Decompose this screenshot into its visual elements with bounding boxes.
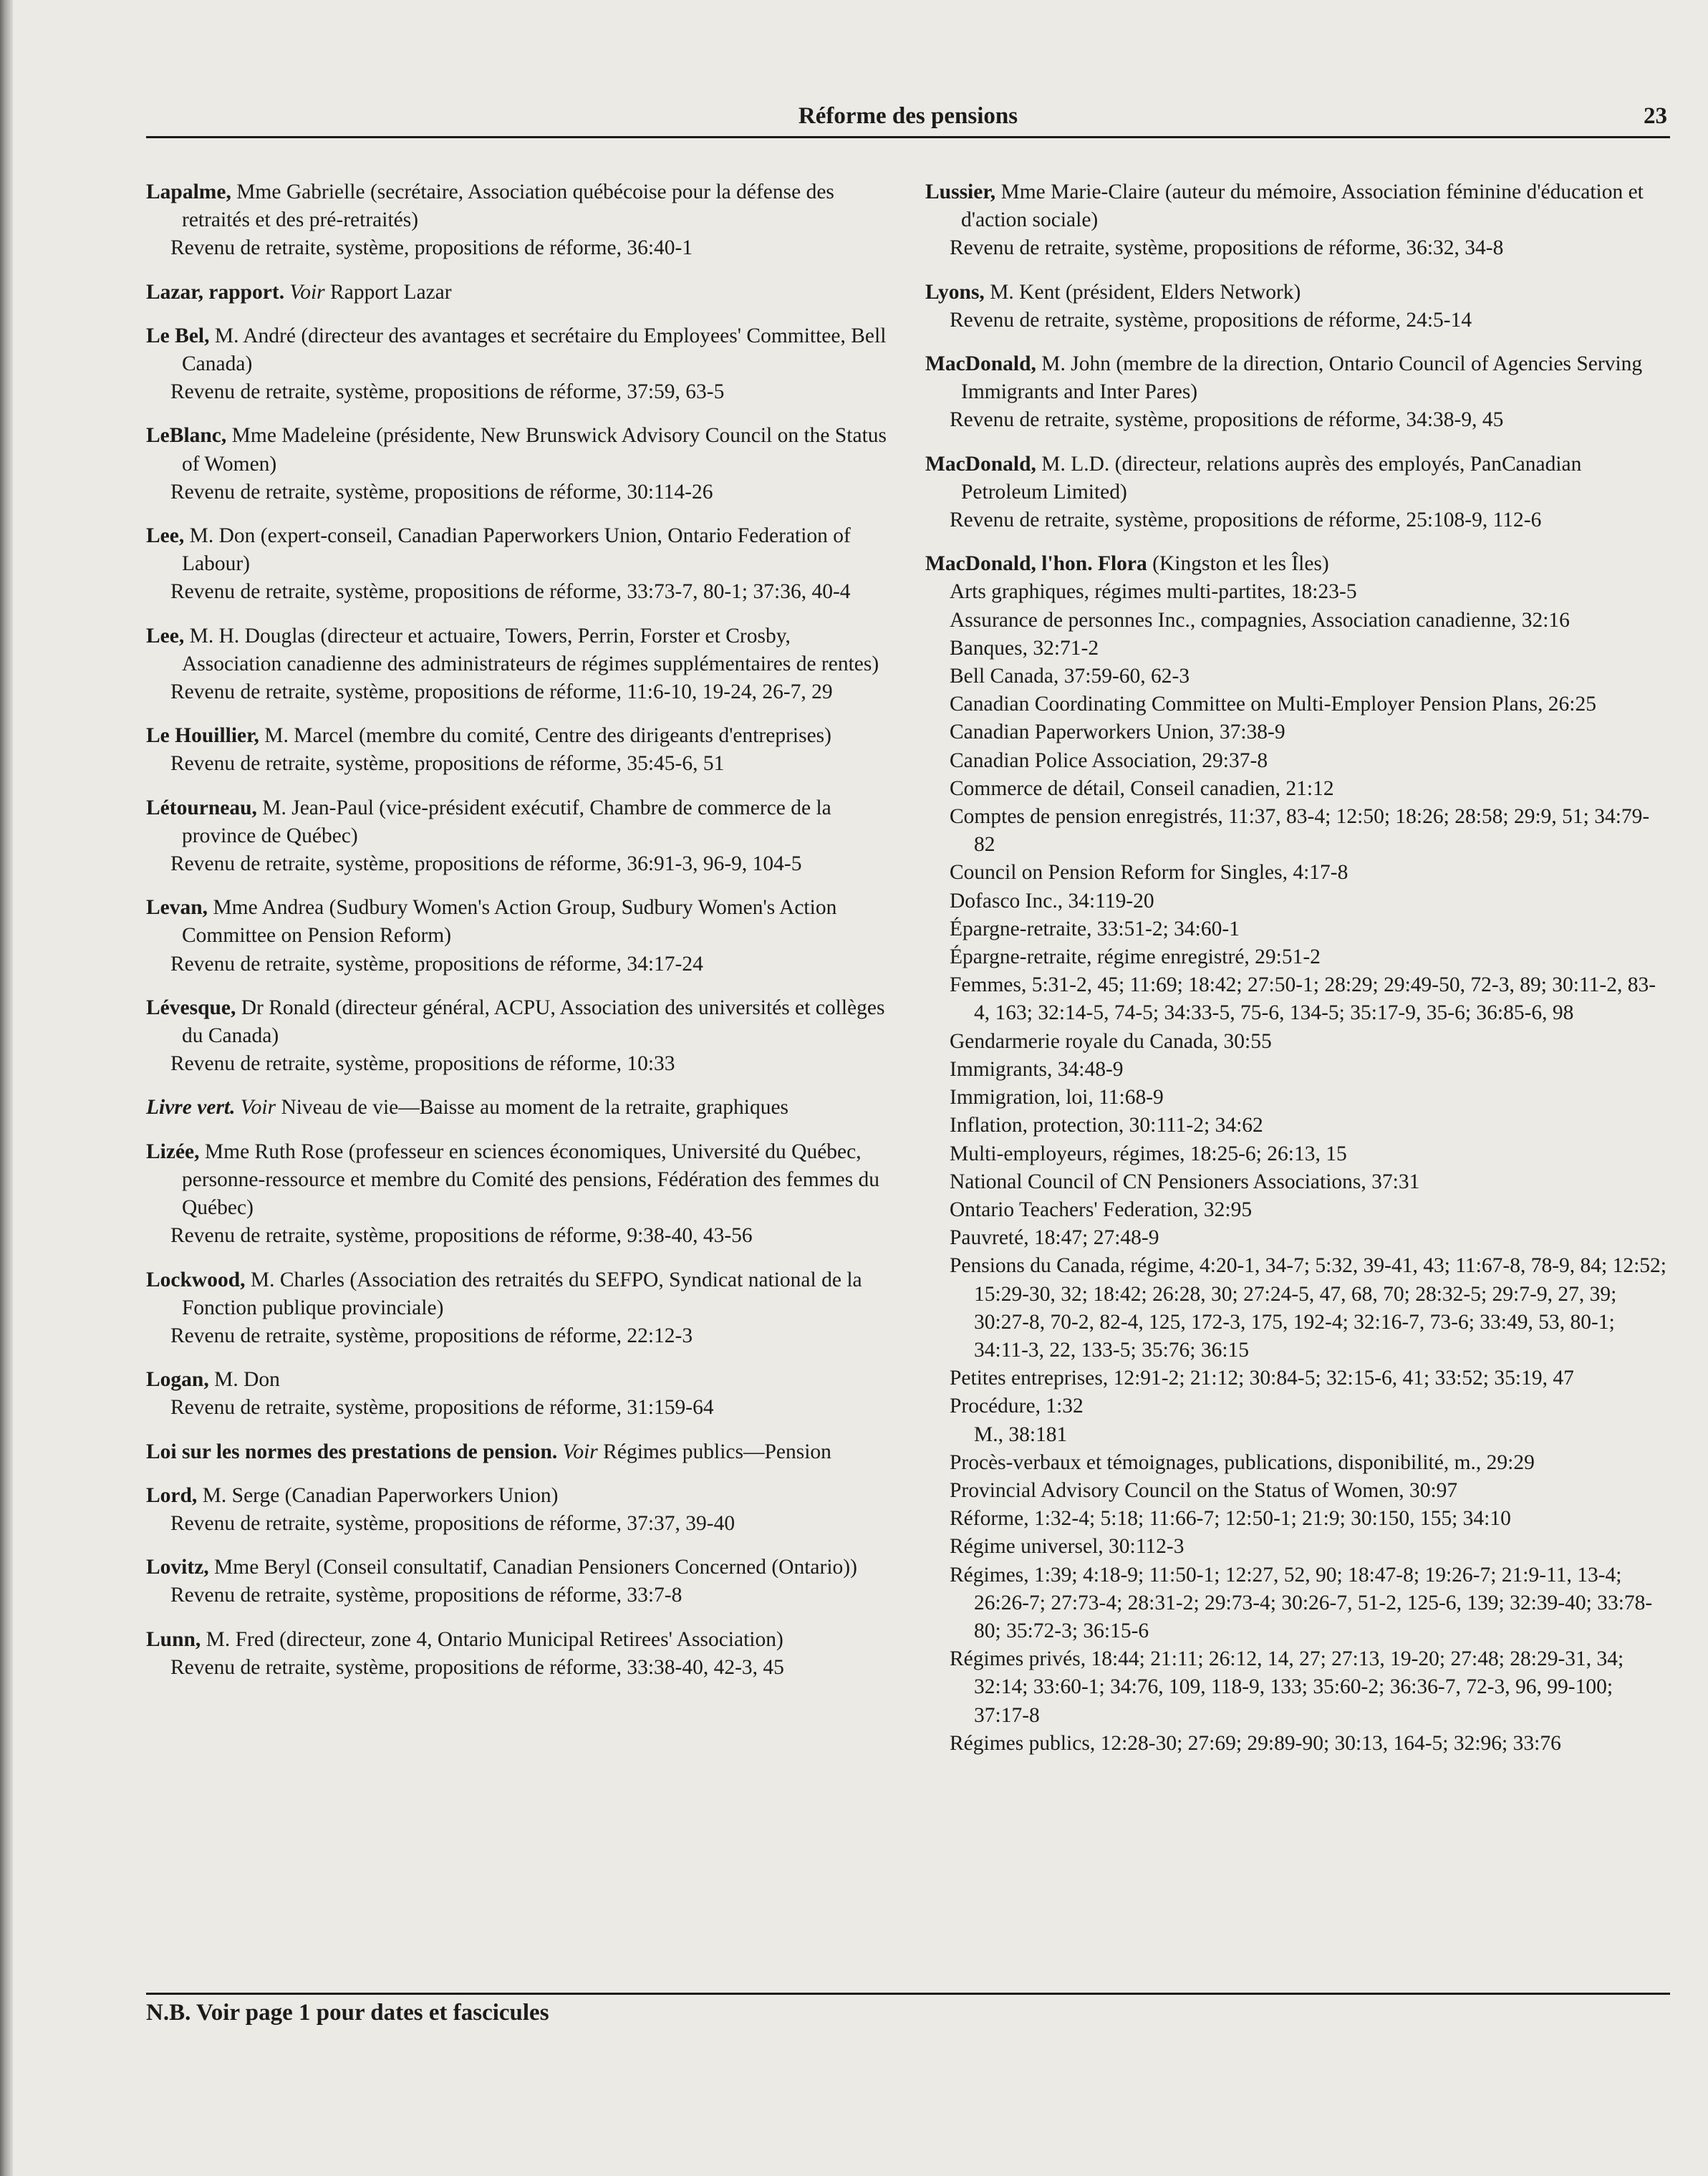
- index-entry: [146, 994, 891, 1079]
- entry-subheading: M., 38:181: [974, 1422, 1068, 1446]
- entry-subheading: Revenu de retraite, système, propositions de réforme, 22:12-3: [170, 1324, 693, 1347]
- entry-subheading: Revenu de retraite, système, propositions de réforme, 25:108-9, 112-6: [950, 509, 1542, 532]
- index-entry: [146, 1366, 891, 1422]
- entry-description: Mme Beryl (Conseil consultatif, Canadian Pensioners Concerned (Ontario)): [214, 1556, 857, 1579]
- entry-subheading: Revenu de retraite, système, propositions de réforme, 10:33: [170, 1052, 675, 1076]
- entry-heading: [925, 550, 1670, 578]
- entry-subheading: Arts graphiques, régimes multi-partites, 18:23-5: [950, 580, 1357, 604]
- voir-reference: Voir: [289, 280, 325, 304]
- entry-heading: [925, 350, 1670, 406]
- index-entry: [925, 350, 1670, 435]
- entry-subheading: Procédure, 1:32: [950, 1395, 1084, 1418]
- entry-name: Lunn,: [146, 1627, 201, 1651]
- entry-heading: [146, 722, 891, 750]
- entry-name: Létourneau,: [146, 796, 257, 819]
- index-entry: [146, 1094, 891, 1122]
- entry-subheading: Gendarmerie royale du Canada, 30:55: [950, 1029, 1272, 1053]
- entry-name: Logan,: [146, 1368, 209, 1392]
- entry-heading: [146, 522, 891, 578]
- footer-rule: [146, 1993, 1670, 1995]
- index-entry: [146, 1438, 891, 1466]
- entry-subheading: Revenu de retraite, système, propositions de réforme, 35:45-6, 51: [170, 752, 725, 776]
- entry-subheading: Revenu de retraite, système, propositions de réforme, 37:37, 39-40: [170, 1511, 735, 1535]
- entry-heading: [146, 894, 891, 950]
- entry-description: M. Marcel (membre du comité, Centre des dirigeants d'entreprises): [264, 724, 831, 748]
- entry-description: M. John (membre de la direction, Ontario Council of Agencies Serving Immigrants and Inter Pares): [961, 352, 1643, 404]
- entry-description: M. Don: [214, 1368, 280, 1392]
- entry-name: Lussier,: [925, 180, 996, 203]
- entry-description: Mme Ruth Rose (professeur en sciences économiques, Université du Québec, personne-ressource et membre du Comité des pensions, Fédération des femmes du Québec): [182, 1140, 880, 1220]
- entry-subheading: Régimes, 1:39; 4:18-9; 11:50-1; 12:27, 52, 90; 18:47-8; 19:26-7; 21:9-11, 13-4; 26:26-7; 27:73-4; 28:31-2; 29:73-4; 30:26-7, 51-2, 125-6, 139; 32:39-40; 33:78-80; 35:72-3; 36:15-6: [950, 1563, 1653, 1642]
- entry-name: LeBlanc,: [146, 424, 227, 448]
- index-entry: [925, 178, 1670, 263]
- index-entry: [146, 522, 891, 607]
- entry-subheading: Revenu de retraite, système, propositions de réforme, 36:91-3, 96-9, 104-5: [170, 852, 802, 876]
- entry-description: Rapport Lazar: [330, 280, 452, 304]
- entry-heading: [146, 1138, 891, 1223]
- entry-subheading: Revenu de retraite, système, propositions de réforme, 30:114-26: [170, 480, 713, 504]
- entry-subheading: Revenu de retraite, système, propositions de réforme, 37:59, 63-5: [170, 380, 725, 404]
- entry-description: M. Fred (directeur, zone 4, Ontario Municipal Retirees' Association): [206, 1627, 783, 1651]
- entry-subheading: Régime universel, 30:112-3: [950, 1535, 1184, 1559]
- running-header-title: Réforme des pensions: [798, 103, 1018, 129]
- entry-heading: [146, 794, 891, 850]
- entry-subheading: Revenu de retraite, système, propositions de réforme, 11:6-10, 19-24, 26-7, 29: [170, 680, 833, 704]
- entry-subheading: Inflation, protection, 30:111-2; 34:62: [950, 1114, 1263, 1137]
- index-entry: [146, 894, 891, 978]
- entry-name: Livre vert.: [146, 1096, 236, 1120]
- entry-heading: [146, 1266, 891, 1322]
- entry-subheading: Banques, 32:71-2: [950, 636, 1099, 660]
- entry-subheading: Dofasco Inc., 34:119-20: [950, 889, 1154, 913]
- entry-subheading: Épargne-retraite, 33:51-2; 34:60-1: [950, 917, 1240, 940]
- index-column-left: [146, 178, 891, 1698]
- entry-name: Le Bel,: [146, 324, 210, 347]
- entry-description: M. André (directeur des avantages et secrétaire du Employees' Committee, Bell Canada): [182, 324, 887, 376]
- entry-subheading: National Council of CN Pensioners Associations, 37:31: [950, 1170, 1420, 1193]
- index-entry: [146, 722, 891, 778]
- footer-note: N.B. Voir page 1 pour dates et fascicules: [146, 2000, 549, 2026]
- entry-subheading: Revenu de retraite, système, propositions de réforme, 31:159-64: [170, 1396, 714, 1420]
- entry-description: M. H. Douglas (directeur et actuaire, Towers, Perrin, Forster et Crosby, Association canadienne des administrateurs de régimes supplémentaires de rentes): [182, 624, 879, 675]
- index-entry: [146, 794, 891, 879]
- entry-description: (Kingston et les Îles): [1152, 552, 1329, 576]
- entry-name: Lizée,: [146, 1140, 200, 1163]
- entry-description: Mme Madeleine (présidente, New Brunswick Advisory Council on the Status of Women): [182, 424, 887, 476]
- entry-subheading: Femmes, 5:31-2, 45; 11:69; 18:42; 27:50-1; 28:29; 29:49-50, 72-3, 89; 30:11-2, 83-4, 163; 32:14-5, 74-5; 34:33-5, 75-6, 134-5; 35:17-9, 35-6; 36:85-6, 98: [950, 973, 1656, 1025]
- entry-subheading: Revenu de retraite, système, propositions de réforme, 36:40-1: [170, 236, 693, 260]
- entry-subheading: Épargne-retraite, régime enregistré, 29:51-2: [950, 945, 1321, 969]
- entry-subheading: Pauvreté, 18:47; 27:48-9: [950, 1226, 1159, 1250]
- index-entry: [146, 1138, 891, 1251]
- entry-name: Lazar, rapport.: [146, 280, 285, 304]
- entry-name: Lovitz,: [146, 1556, 209, 1579]
- entry-heading: [146, 622, 891, 678]
- index-entry: [146, 622, 891, 707]
- entry-name: Lévesque,: [146, 996, 236, 1019]
- entry-description: Dr Ronald (directeur général, ACPU, Association des universités et collèges du Canada): [182, 996, 885, 1048]
- entry-subheading: Pensions du Canada, régime, 4:20-1, 34-7; 5:32, 39-41, 43; 11:67-8, 78-9, 84; 12:52; 15:29-30, 32; 18:42; 26:28, 30; 27:24-5, 47, 68, 70; 28:32-5; 29:7-9, 27, 39; 30:27-8, 70-2, 82-4, 125, 172-3, 175, 192-4; 32:16-7, 73-6; 33:49, 53, 80-1; 34:11-3, 22, 133-5; 35:76; 36:15: [950, 1254, 1666, 1362]
- entry-heading: [146, 1094, 891, 1122]
- entry-heading: [146, 279, 891, 307]
- index-entry: [146, 422, 891, 506]
- entry-heading: [925, 178, 1670, 234]
- page-number: 23: [1644, 103, 1667, 129]
- entry-subheading: Revenu de retraite, système, propositions de réforme, 36:32, 34-8: [950, 236, 1504, 260]
- entry-heading: [146, 1366, 891, 1394]
- entry-name: Lord,: [146, 1483, 198, 1507]
- entry-subheading: Régimes publics, 12:28-30; 27:69; 29:89-90; 30:13, 164-5; 32:96; 33:76: [950, 1731, 1561, 1755]
- entry-subheading: Revenu de retraite, système, propositions de réforme, 33:7-8: [170, 1584, 682, 1607]
- index-entry: [925, 279, 1670, 334]
- entry-subheading: Revenu de retraite, système, propositions de réforme, 34:38-9, 45: [950, 408, 1504, 432]
- entry-name: Lee,: [146, 524, 185, 548]
- entry-description: Mme Marie-Claire (auteur du mémoire, Association féminine d'éducation et d'action sociale): [961, 180, 1644, 232]
- entry-heading: [146, 322, 891, 378]
- entry-heading: [146, 994, 891, 1050]
- entry-description: Mme Andrea (Sudbury Women's Action Group, Sudbury Women's Action Committee on Pension Reform): [182, 896, 837, 948]
- entry-description: Niveau de vie—Baisse au moment de la retraite, graphiques: [281, 1096, 789, 1120]
- index-entry: [146, 1626, 891, 1682]
- entry-subheading: Revenu de retraite, système, propositions de réforme, 34:17-24: [170, 952, 703, 976]
- entry-description: Mme Gabrielle (secrétaire, Association québécoise pour la défense des retraités et des pré-retraités): [182, 180, 834, 232]
- entry-subheading: Revenu de retraite, système, propositions de réforme, 33:38-40, 42-3, 45: [170, 1655, 784, 1679]
- page-binding-shadow: [0, 0, 13, 2176]
- index-entry: [925, 451, 1670, 535]
- entry-description: M. L.D. (directeur, relations auprès des employés, PanCanadian Petroleum Limited): [961, 452, 1582, 504]
- entry-description: M. Serge (Canadian Paperworkers Union): [202, 1483, 559, 1507]
- entry-name: MacDonald,: [925, 452, 1036, 476]
- entry-name: Lapalme,: [146, 180, 231, 203]
- entry-heading: [146, 178, 891, 234]
- entry-name: Le Houillier,: [146, 724, 259, 748]
- entry-subheading: Ontario Teachers' Federation, 32:95: [950, 1198, 1253, 1221]
- entry-subheading: Immigrants, 34:48-9: [950, 1057, 1124, 1081]
- entry-subheading: Bell Canada, 37:59-60, 62-3: [950, 665, 1190, 688]
- entry-subheading: Canadian Coordinating Committee on Multi-Employer Pension Plans, 26:25: [950, 693, 1596, 716]
- entry-subheading: Comptes de pension enregistrés, 11:37, 83-4; 12:50; 18:26; 28:58; 29:9, 51; 34:79-82: [950, 805, 1650, 857]
- entry-name: Levan,: [146, 896, 208, 920]
- index-entry: [146, 1554, 891, 1609]
- entry-name: Lee,: [146, 624, 185, 647]
- entry-name: MacDonald,: [925, 352, 1036, 376]
- index-entry: [925, 550, 1670, 1758]
- voir-reference: Voir: [562, 1440, 598, 1463]
- entry-heading: [146, 1438, 891, 1466]
- entry-heading: [146, 422, 891, 478]
- entry-name: MacDonald, l'hon. Flora: [925, 552, 1147, 576]
- entry-subheading: Revenu de retraite, système, propositions de réforme, 33:73-7, 80-1; 37:36, 40-4: [170, 580, 851, 604]
- entry-heading: [925, 451, 1670, 506]
- entry-heading: [146, 1482, 891, 1510]
- entry-subheading: Immigration, loi, 11:68-9: [950, 1086, 1164, 1109]
- entry-subheading: Procès-verbaux et témoignages, publications, disponibilité, m., 29:29: [950, 1450, 1535, 1474]
- index-entry: [146, 322, 891, 407]
- entry-description: M. Jean-Paul (vice-président exécutif, Chambre de commerce de la province de Québec): [182, 796, 831, 847]
- entry-description: Régimes publics—Pension: [603, 1440, 831, 1463]
- entry-subheading: Revenu de retraite, système, propositions de réforme, 24:5-14: [950, 308, 1472, 332]
- entry-description: M. Charles (Association des retraités du SEFPO, Syndicat national de la Fonction publique provinciale): [182, 1268, 862, 1319]
- voir-reference: Voir: [240, 1096, 276, 1120]
- index-entry: [146, 1266, 891, 1351]
- index-entry: [146, 178, 891, 263]
- entry-subheading: Canadian Paperworkers Union, 37:38-9: [950, 721, 1285, 744]
- entry-name: Lyons,: [925, 280, 985, 304]
- entry-heading: [146, 1626, 891, 1654]
- entry-subheading: Canadian Police Association, 29:37-8: [950, 748, 1268, 772]
- entry-subheading: Petites entreprises, 12:91-2; 21:12; 30:84-5; 32:15-6, 41; 33:52; 35:19, 47: [950, 1367, 1574, 1390]
- entry-name: Loi sur les normes des prestations de pension.: [146, 1440, 558, 1463]
- entry-description: M. Don (expert-conseil, Canadian Paperworkers Union, Ontario Federation of Labour): [182, 524, 851, 576]
- entry-subheading: Réforme, 1:32-4; 5:18; 11:66-7; 12:50-1; 21:9; 30:150, 155; 34:10: [950, 1507, 1511, 1531]
- running-header: [146, 99, 1670, 138]
- index-column-right: [925, 178, 1670, 1773]
- entry-subheading: Provincial Advisory Council on the Status of Women, 30:97: [950, 1478, 1458, 1502]
- entry-description: M. Kent (président, Elders Network): [990, 280, 1301, 304]
- entry-subheading: Multi-employeurs, régimes, 18:25-6; 26:13, 15: [950, 1142, 1347, 1165]
- index-entry: [146, 279, 891, 307]
- index-entry: [146, 1482, 891, 1538]
- entry-subheading: Commerce de détail, Conseil canadien, 21:12: [950, 776, 1334, 800]
- entry-heading: [925, 279, 1670, 307]
- entry-name: Lockwood,: [146, 1268, 246, 1291]
- entry-heading: [146, 1554, 891, 1582]
- entry-subheading: Assurance de personnes Inc., compagnies, Association canadienne, 32:16: [950, 608, 1570, 632]
- entry-subheading: Régimes privés, 18:44; 21:11; 26:12, 14, 27; 27:13, 19-20; 27:48; 28:29-31, 34; 32:14; 33:60-1; 34:76, 109, 118-9, 133; 35:60-2; 36:36-7, 72-3, 96, 99-100; 37:17-8: [950, 1647, 1624, 1727]
- entry-subheading: Revenu de retraite, système, propositions de réforme, 9:38-40, 43-56: [170, 1224, 753, 1248]
- entry-subheading: Council on Pension Reform for Singles, 4:17-8: [950, 861, 1348, 885]
